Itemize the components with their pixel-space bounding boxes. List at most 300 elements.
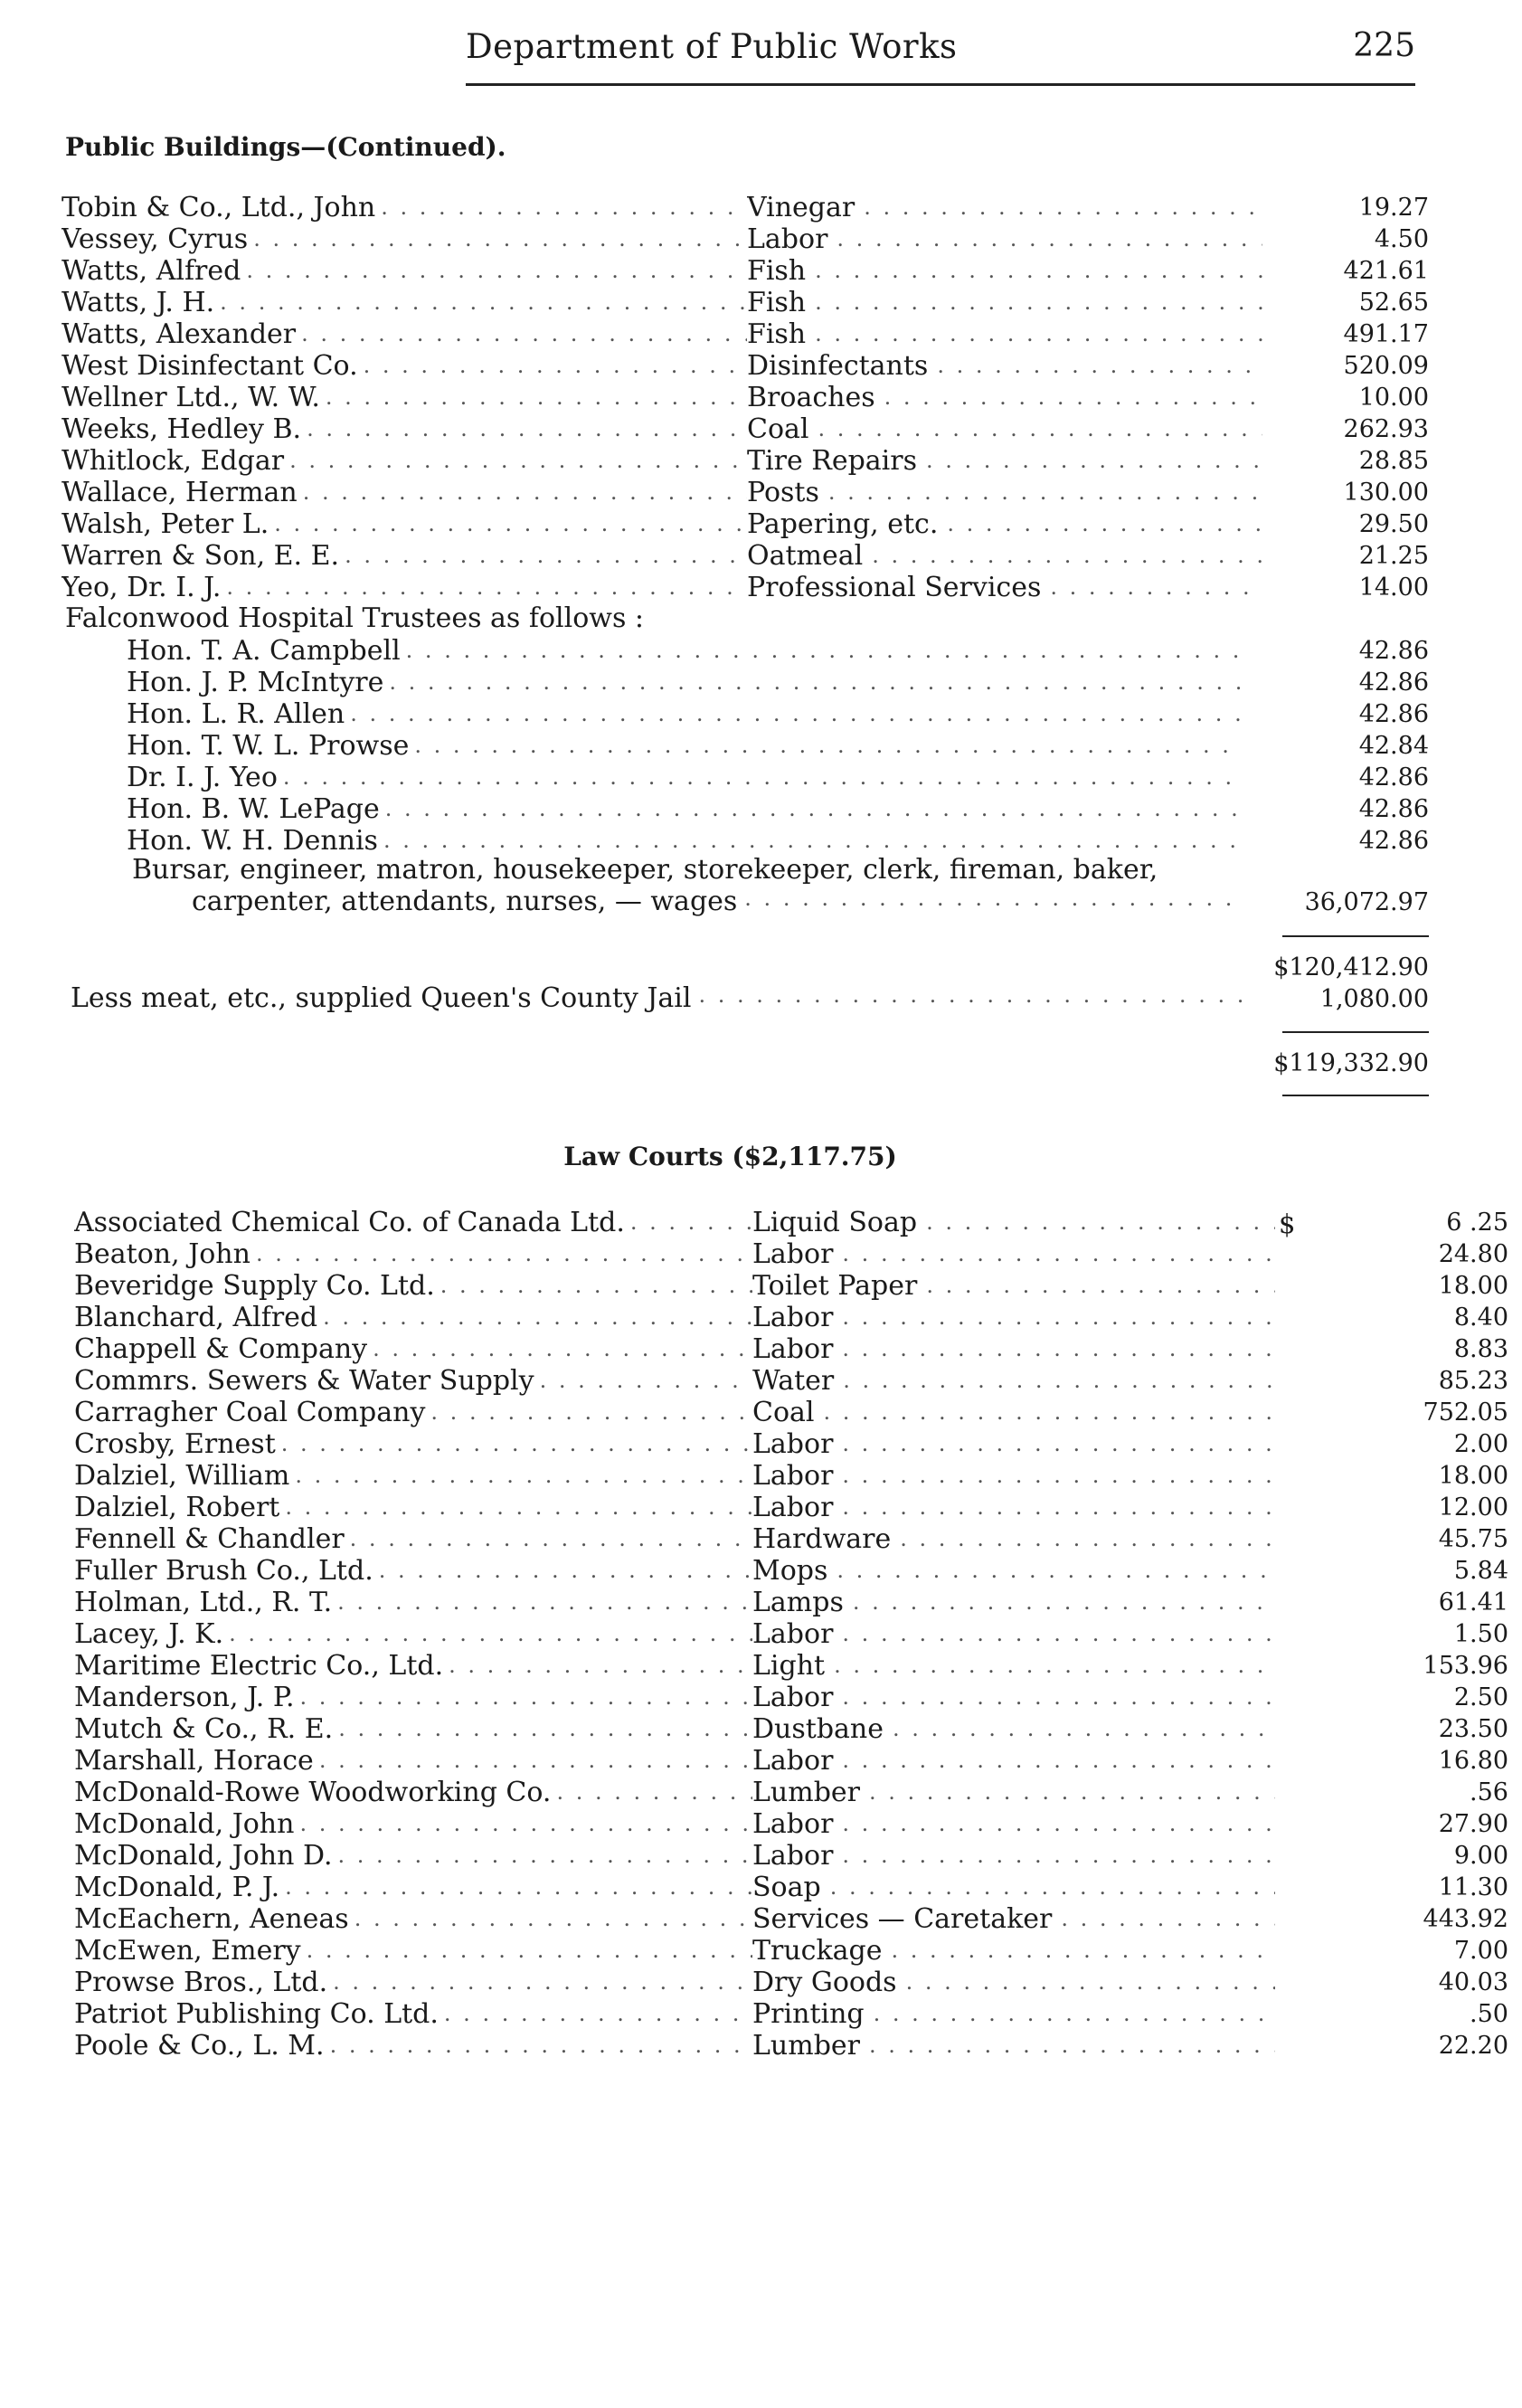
dot-leader — [906, 1967, 1275, 1998]
amount: 130.00 — [1343, 479, 1429, 507]
payee-name: Hon. W. H. Dennis — [127, 825, 378, 857]
payee-cell — [74, 1397, 752, 1428]
public-buildings-row — [61, 572, 1429, 603]
payee-name: McEwen, Emery — [74, 1935, 301, 1967]
item-description: Fish — [747, 318, 807, 350]
item-cell — [752, 1238, 1275, 1270]
item-cell — [752, 1808, 1275, 1840]
payee-cell — [127, 667, 1241, 698]
item-description: Labor — [752, 1840, 834, 1872]
dot-leader — [842, 1492, 1275, 1523]
dot-leader — [379, 1555, 752, 1587]
item-description: Dry Goods — [752, 1967, 897, 1998]
currency-symbol: $ — [1279, 1209, 1296, 1239]
item-cell — [752, 1460, 1275, 1492]
amount: 11.30 — [1438, 1873, 1508, 1901]
payee-name: Dr. I. J. Yeo — [127, 762, 278, 793]
dot-leader — [630, 1207, 752, 1238]
public-buildings-row — [61, 508, 1429, 540]
payee-name: Beaton, John — [74, 1238, 251, 1270]
dot-leader — [842, 1745, 1275, 1777]
item-cell — [752, 1302, 1275, 1333]
law-courts-row — [74, 1333, 1508, 1365]
payee-cell — [61, 540, 747, 572]
payee-name: Watts, Alfred — [61, 255, 241, 287]
dot-leader — [350, 698, 1241, 730]
payee-name: McDonald, John D. — [74, 1840, 333, 1872]
item-description: Oatmeal — [747, 540, 864, 572]
dot-leader — [364, 350, 747, 382]
amount: 42.86 — [1358, 668, 1429, 697]
dot-leader — [307, 1935, 752, 1967]
amount: 16.80 — [1438, 1747, 1508, 1775]
dot-leader — [338, 1840, 753, 1872]
trustee-row — [127, 825, 1429, 857]
item-description: Labor — [747, 223, 828, 255]
payee-cell — [61, 413, 747, 445]
item-cell — [752, 1745, 1275, 1777]
payee-cell — [61, 382, 747, 413]
amount: 262.93 — [1343, 415, 1429, 443]
dot-leader — [281, 1428, 752, 1460]
less-deduction-line — [71, 982, 1246, 1014]
dot-leader — [842, 1302, 1275, 1333]
dot-leader — [824, 1397, 1276, 1428]
dot-leader — [355, 1903, 752, 1935]
payee-name: Mutch & Co., R. E. — [74, 1713, 334, 1745]
payee-cell — [74, 2030, 752, 2062]
dot-leader — [449, 1650, 752, 1682]
item-cell — [747, 287, 1262, 318]
trustee-row — [127, 698, 1429, 730]
payee-name: Patriot Publishing Co. Ltd. — [74, 1998, 439, 2030]
dot-leader — [285, 1872, 752, 1903]
dot-leader — [556, 1777, 752, 1808]
amount: 28.85 — [1358, 447, 1429, 475]
item-cell — [752, 1618, 1275, 1650]
dot-leader — [301, 318, 747, 350]
dot-leader — [373, 1333, 752, 1365]
payee-cell — [127, 635, 1241, 667]
item-description: Lamps — [752, 1587, 844, 1618]
law-courts-row — [74, 1777, 1508, 1808]
dot-leader — [299, 1808, 752, 1840]
item-description: Printing — [752, 1998, 865, 2030]
dot-leader — [253, 223, 747, 255]
trustee-row — [127, 730, 1429, 762]
payee-cell — [74, 1808, 752, 1840]
dot-leader — [937, 350, 1262, 382]
dot-leader — [842, 1428, 1275, 1460]
law-courts-row — [74, 1872, 1508, 1903]
item-description: Labor — [752, 1808, 834, 1840]
amount: .56 — [1470, 1778, 1508, 1806]
payee-cell — [61, 445, 747, 477]
dot-leader — [837, 223, 1262, 255]
dot-leader — [744, 886, 1245, 917]
payee-cell — [74, 1745, 752, 1777]
amount: 752.05 — [1423, 1398, 1508, 1427]
dot-leader — [828, 477, 1262, 508]
payee-name: Wallace, Herman — [61, 477, 298, 508]
payee-cell — [74, 1587, 752, 1618]
law-courts-row — [74, 1397, 1508, 1428]
item-description: Posts — [747, 477, 819, 508]
law-courts-row — [74, 1555, 1508, 1587]
dot-leader — [869, 1777, 1275, 1808]
payee-name: Hon. B. W. LePage — [127, 793, 380, 825]
amount: 5.84 — [1453, 1557, 1508, 1585]
law-courts-row — [74, 1270, 1508, 1302]
item-description: Coal — [747, 413, 809, 445]
payee-name: Carragher Coal Company — [74, 1397, 426, 1428]
item-description: Labor — [752, 1333, 834, 1365]
law-courts-row — [74, 1587, 1508, 1618]
law-courts-row — [74, 1745, 1508, 1777]
dot-leader — [815, 318, 1262, 350]
item-description: Light — [752, 1650, 826, 1682]
payee-name: McDonald, John — [74, 1808, 295, 1840]
payee-name: Wellner Ltd., W. W. — [61, 382, 320, 413]
amount: 42.86 — [1358, 763, 1429, 792]
amount: 52.65 — [1358, 289, 1429, 317]
dot-leader — [698, 982, 1246, 1014]
wages-description-line2 — [192, 886, 1245, 917]
item-description: Papering, etc. — [747, 508, 939, 540]
amount: 10.00 — [1358, 384, 1429, 412]
public-buildings-row — [61, 287, 1429, 318]
payee-name: Dalziel, Robert — [74, 1492, 280, 1523]
dot-leader — [884, 382, 1262, 413]
dot-leader — [842, 1618, 1275, 1650]
item-description: Disinfectants — [747, 350, 929, 382]
dot-leader — [283, 762, 1241, 793]
law-courts-row — [74, 1650, 1508, 1682]
payee-cell — [74, 1270, 752, 1302]
dot-leader — [843, 1365, 1275, 1397]
payee-cell — [74, 1777, 752, 1808]
payee-name: West Disinfectant Co. — [61, 350, 358, 382]
dot-leader — [540, 1365, 752, 1397]
payee-cell — [127, 762, 1241, 793]
trustee-row — [127, 635, 1429, 667]
trustees-heading: Falconwood Hospital Trustees as follows : — [65, 602, 644, 634]
item-cell — [752, 1903, 1275, 1935]
trustee-row — [127, 762, 1429, 793]
item-cell — [752, 1682, 1275, 1713]
item-description: Lumber — [752, 2030, 860, 2062]
item-cell — [752, 1555, 1275, 1587]
item-description: Labor — [752, 1428, 834, 1460]
payee-name: Whitlock, Edgar — [61, 445, 285, 477]
payee-name: Associated Chemical Co. of Canada Ltd. — [74, 1207, 625, 1238]
dot-leader — [385, 793, 1241, 825]
dot-leader — [307, 413, 747, 445]
payee-cell — [127, 698, 1241, 730]
payee-cell — [74, 1492, 752, 1523]
item-description: Labor — [752, 1618, 834, 1650]
payee-name: Commrs. Sewers & Water Supply — [74, 1365, 534, 1397]
payee-cell — [61, 255, 747, 287]
item-cell — [752, 1650, 1275, 1682]
total-amount: $119,332.90 — [1273, 1049, 1429, 1077]
payee-name: Fennell & Chandler — [74, 1523, 345, 1555]
payee-cell — [74, 1238, 752, 1270]
amount: 42.86 — [1358, 827, 1429, 855]
law-courts-heading-text: Law Courts ($2,117.75) — [563, 1142, 897, 1171]
item-cell — [747, 540, 1262, 572]
item-cell — [752, 1492, 1275, 1523]
payee-name: Blanchard, Alfred — [74, 1302, 318, 1333]
payee-cell — [74, 1650, 752, 1682]
total-rule-top — [1282, 1031, 1429, 1033]
item-cell — [752, 1998, 1275, 2030]
payee-cell — [74, 1302, 752, 1333]
payee-cell — [61, 508, 747, 540]
law-courts-list — [74, 1207, 1508, 2062]
item-cell — [752, 1207, 1275, 1238]
payee-name: Chappell & Company — [74, 1333, 368, 1365]
law-courts-row — [74, 1808, 1508, 1840]
item-cell — [747, 413, 1262, 445]
amount: 18.00 — [1438, 1462, 1508, 1490]
dot-leader — [842, 1238, 1275, 1270]
amount: 153.96 — [1423, 1652, 1508, 1680]
dot-leader — [330, 2030, 752, 2062]
dot-leader — [300, 1682, 753, 1713]
dot-leader — [842, 1840, 1275, 1872]
item-description: Labor — [752, 1302, 834, 1333]
public-buildings-row — [61, 318, 1429, 350]
dot-leader — [440, 1270, 752, 1302]
payee-cell — [74, 1872, 752, 1903]
item-cell — [747, 477, 1262, 508]
amount: 7.00 — [1453, 1937, 1508, 1965]
public-buildings-row — [61, 223, 1429, 255]
amount: 85.23 — [1438, 1367, 1508, 1395]
payee-cell — [74, 1903, 752, 1935]
payee-cell — [74, 1523, 752, 1555]
law-courts-row — [74, 1903, 1508, 1935]
item-description: Labor — [752, 1238, 834, 1270]
payee-cell — [61, 477, 747, 508]
payee-cell — [74, 1365, 752, 1397]
payee-cell — [74, 1967, 752, 1998]
dot-leader — [444, 1998, 752, 2030]
dot-leader — [874, 1998, 1275, 2030]
page-title: Department of Public Works — [466, 27, 958, 66]
payee-name: Hon. L. R. Allen — [127, 698, 345, 730]
law-courts-row — [74, 1998, 1508, 2030]
item-description: Fish — [747, 255, 807, 287]
dot-leader — [1061, 1903, 1275, 1935]
payee-cell — [61, 350, 747, 382]
item-description: Truckage — [752, 1935, 883, 1967]
payee-cell — [127, 793, 1241, 825]
law-courts-row — [74, 2030, 1508, 2062]
dot-leader — [926, 1270, 1275, 1302]
dot-leader — [246, 255, 747, 287]
payee-name: Watts, J. H. — [61, 287, 215, 318]
page-header — [466, 27, 1415, 86]
dot-leader — [337, 1587, 752, 1618]
dot-leader — [893, 1713, 1275, 1745]
payee-cell — [74, 1333, 752, 1365]
dot-leader — [383, 825, 1241, 857]
dot-leader — [414, 730, 1241, 762]
payee-cell — [74, 1207, 752, 1238]
amount: 40.03 — [1438, 1968, 1508, 1996]
amount: 12.00 — [1438, 1493, 1508, 1522]
dot-leader — [333, 1967, 752, 1998]
payee-name: Poole & Co., L. M. — [74, 2030, 325, 2062]
dot-leader — [926, 1207, 1275, 1238]
law-courts-row — [74, 1523, 1508, 1555]
section-heading-law-courts — [0, 1142, 1522, 1171]
dot-leader — [869, 2030, 1275, 2062]
payee-name: Tobin & Co., Ltd., John — [61, 192, 376, 223]
amount: 9.00 — [1453, 1842, 1508, 1870]
payee-cell — [61, 318, 747, 350]
public-buildings-list — [61, 192, 1429, 603]
amount: 2.50 — [1453, 1683, 1508, 1711]
payee-cell — [61, 287, 747, 318]
law-courts-row — [74, 1935, 1508, 1967]
item-description: Mops — [752, 1555, 828, 1587]
dot-leader — [256, 1238, 752, 1270]
payee-cell — [74, 1682, 752, 1713]
dot-leader — [406, 635, 1241, 667]
item-cell — [747, 318, 1262, 350]
amount: 61.41 — [1438, 1588, 1508, 1616]
item-cell — [752, 1587, 1275, 1618]
item-description: Vinegar — [747, 192, 856, 223]
trustees-list — [127, 635, 1429, 857]
payee-name: Hon. T. W. L. Prowse — [127, 730, 410, 762]
item-cell — [752, 1935, 1275, 1967]
amount: 1.50 — [1453, 1620, 1508, 1648]
payee-name: McDonald-Rowe Woodworking Co. — [74, 1777, 552, 1808]
amount: 4.50 — [1374, 225, 1429, 253]
item-cell — [747, 223, 1262, 255]
payee-name: Dalziel, William — [74, 1460, 290, 1492]
total-rule-bottom — [1282, 1095, 1429, 1096]
item-cell — [752, 2030, 1275, 2062]
amount: 520.09 — [1343, 352, 1429, 380]
law-courts-row — [74, 1618, 1508, 1650]
dot-leader — [830, 1872, 1275, 1903]
item-cell — [747, 350, 1262, 382]
payee-name: Weeks, Hedley B. — [61, 413, 302, 445]
dot-leader — [872, 540, 1262, 572]
dot-leader — [226, 572, 747, 603]
payee-name: Maritime Electric Co., Ltd. — [74, 1650, 444, 1682]
payee-cell — [61, 572, 747, 603]
public-buildings-row — [61, 540, 1429, 572]
amount: 6 .25 — [1446, 1209, 1508, 1237]
dot-leader — [853, 1587, 1275, 1618]
payee-cell — [61, 192, 747, 223]
item-cell — [752, 1523, 1275, 1555]
dot-leader — [837, 1555, 1275, 1587]
item-cell — [752, 1713, 1275, 1745]
law-courts-row — [74, 1682, 1508, 1713]
public-buildings-row — [61, 255, 1429, 287]
wages-description-text: carpenter, attendants, nurses, — wages — [192, 886, 738, 917]
item-description: Fish — [747, 287, 807, 318]
amount: 29.50 — [1358, 510, 1429, 538]
public-buildings-row — [61, 477, 1429, 508]
payee-cell — [74, 1840, 752, 1872]
item-description: Tire Repairs — [747, 445, 917, 477]
amount: 18.00 — [1438, 1272, 1508, 1300]
item-description: Labor — [752, 1460, 834, 1492]
dot-leader — [842, 1682, 1275, 1713]
public-buildings-row — [61, 192, 1429, 223]
dot-leader — [430, 1397, 752, 1428]
payee-name: Prowse Bros., Ltd. — [74, 1967, 328, 1998]
dot-leader — [319, 1745, 752, 1777]
item-description: Toilet Paper — [752, 1270, 918, 1302]
subtotal-amount: $120,412.90 — [1273, 953, 1429, 981]
dot-leader — [345, 540, 747, 572]
dot-leader — [295, 1460, 752, 1492]
payee-cell — [74, 1713, 752, 1745]
dot-leader — [350, 1523, 752, 1555]
payee-name: McDonald, P. J. — [74, 1872, 280, 1903]
item-cell — [747, 572, 1262, 603]
item-cell — [752, 1777, 1275, 1808]
public-buildings-row — [61, 413, 1429, 445]
item-description: Broaches — [747, 382, 875, 413]
item-cell — [752, 1397, 1275, 1428]
dot-leader — [1050, 572, 1262, 603]
dot-leader — [842, 1808, 1275, 1840]
law-courts-row — [74, 1492, 1508, 1523]
trustee-row — [127, 793, 1429, 825]
payee-cell — [127, 825, 1241, 857]
item-description: Coal — [752, 1397, 815, 1428]
item-cell — [752, 1840, 1275, 1872]
payee-name: Watts, Alexander — [61, 318, 297, 350]
law-courts-row — [74, 1840, 1508, 1872]
item-cell — [747, 508, 1262, 540]
public-buildings-row — [61, 445, 1429, 477]
dot-leader — [274, 508, 747, 540]
payee-cell — [74, 1935, 752, 1967]
dot-leader — [892, 1935, 1276, 1967]
dot-leader — [220, 287, 747, 318]
payee-cell — [74, 1428, 752, 1460]
item-cell — [752, 1428, 1275, 1460]
item-description: Water — [752, 1365, 835, 1397]
amount: 22.20 — [1438, 2032, 1508, 2060]
law-courts-row — [74, 1238, 1508, 1270]
law-courts-row — [74, 1365, 1508, 1397]
wages-description-line1: Bursar, engineer, matron, housekeeper, storekeeper, clerk, fireman, baker, — [132, 854, 1158, 886]
payee-name: Fuller Brush Co., Ltd. — [74, 1555, 373, 1587]
payee-name: Hon. J. P. McIntyre — [127, 667, 384, 698]
amount: 19.27 — [1358, 194, 1429, 222]
item-description: Labor — [752, 1682, 834, 1713]
page-number: 225 — [1353, 27, 1415, 64]
payee-name: Crosby, Ernest — [74, 1428, 276, 1460]
item-description: Liquid Soap — [752, 1207, 918, 1238]
subtotal-rule — [1282, 935, 1429, 937]
payee-name: Walsh, Peter L. — [61, 508, 269, 540]
payee-cell — [61, 223, 747, 255]
payee-name: Marshall, Horace — [74, 1745, 314, 1777]
